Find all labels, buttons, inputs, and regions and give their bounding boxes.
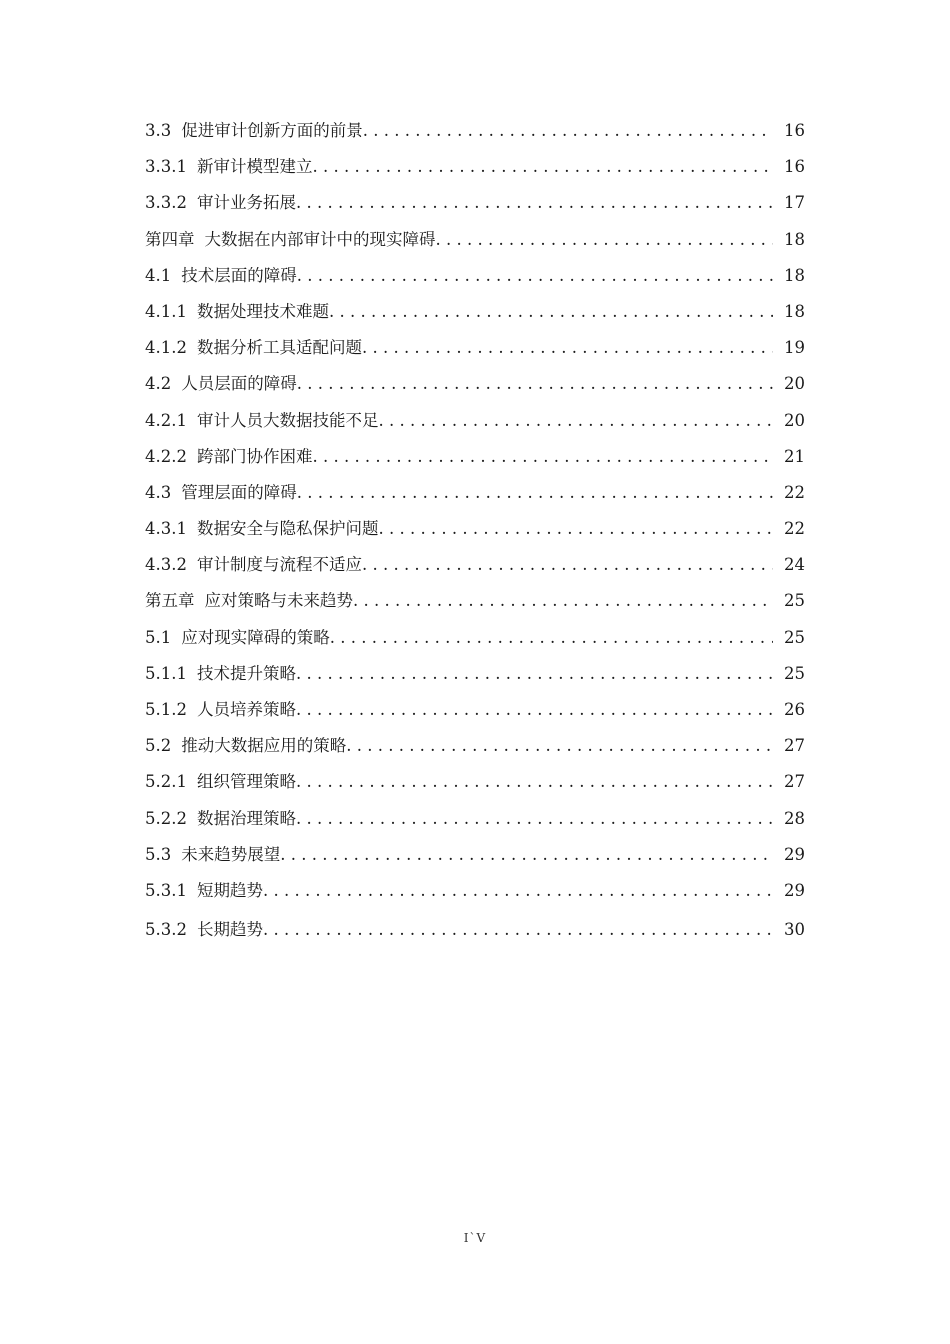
toc-entry-page: 25 xyxy=(784,663,805,683)
toc-entry-title: 技术层面的障碍 xyxy=(181,265,297,285)
toc-entry-page: 20 xyxy=(784,410,805,430)
toc-entry[interactable] xyxy=(145,692,805,728)
toc-dot-leader xyxy=(296,185,773,221)
toc-entry-page: 16 xyxy=(784,121,805,140)
toc-entry-page: 22 xyxy=(784,519,805,539)
toc-entry-number: 5.2.2 xyxy=(145,808,187,828)
toc-entry-page: 29 xyxy=(784,880,805,900)
toc-entry-page: 27 xyxy=(784,736,805,756)
toc-entry-title: 短期趋势 xyxy=(196,880,263,900)
toc-entry-number: 4.3.2 xyxy=(145,555,187,575)
toc-dot-leader xyxy=(280,837,773,873)
toc-entry[interactable] xyxy=(145,873,805,909)
toc-entry-title: 组织管理策略 xyxy=(196,772,296,792)
toc-entry[interactable] xyxy=(145,547,805,583)
toc-entry-number: 第五章 xyxy=(145,591,195,611)
toc-entry-title: 跨部门协作困难 xyxy=(196,446,313,466)
toc-entry[interactable] xyxy=(145,185,805,221)
toc-entry[interactable] xyxy=(145,912,805,948)
toc-entry-page: 28 xyxy=(784,808,805,828)
toc-entry-title: 应对策略与未来趋势 xyxy=(204,591,353,611)
toc-entry-page: 16 xyxy=(784,157,805,177)
toc-entry[interactable] xyxy=(145,294,805,330)
toc-entry-title: 管理层面的障碍 xyxy=(181,482,297,502)
toc-dot-leader xyxy=(436,222,774,258)
toc-entry[interactable] xyxy=(145,439,805,475)
toc-entry[interactable] xyxy=(145,620,805,656)
toc-entry-page: 25 xyxy=(784,627,805,647)
toc-dot-leader xyxy=(362,330,773,366)
toc-entry-title: 数据安全与隐私保护问题 xyxy=(196,519,379,539)
toc-entry[interactable] xyxy=(145,149,805,185)
toc-entry[interactable] xyxy=(145,330,805,366)
toc-dot-leader xyxy=(378,403,773,439)
toc-entry-number: 5.1.2 xyxy=(145,700,187,719)
toc-entry-number: 4.2.2 xyxy=(145,446,187,466)
toc-entry-page: 22 xyxy=(784,482,805,502)
toc-entry-page: 20 xyxy=(784,374,805,394)
toc-entry-number: 4.2.1 xyxy=(145,410,187,430)
toc-entry-title: 促进审计创新方面的前景 xyxy=(181,121,363,140)
toc-entry-number: 4.1 xyxy=(145,265,172,285)
toc-entry-page: 27 xyxy=(784,772,805,792)
toc-entry[interactable] xyxy=(145,475,805,511)
toc-entry-page: 29 xyxy=(784,844,805,864)
toc-dot-leader xyxy=(330,620,773,656)
toc-dot-leader xyxy=(346,728,773,764)
toc-dot-leader xyxy=(363,113,773,149)
toc-entry-page: 24 xyxy=(784,555,805,575)
toc-entry-title: 审计制度与流程不适应 xyxy=(196,555,362,575)
toc-entry-number: 5.3 xyxy=(145,844,172,864)
toc-dot-leader xyxy=(353,583,773,619)
toc-dot-leader xyxy=(312,439,773,475)
toc-entry-page: 19 xyxy=(784,338,805,358)
toc-entry-number: 5.1 xyxy=(145,627,172,647)
toc-entry[interactable] xyxy=(145,656,805,692)
toc-entry[interactable] xyxy=(145,764,805,800)
toc-entry-title: 审计人员大数据技能不足 xyxy=(196,410,379,430)
toc-entry-title: 应对现实障碍的策略 xyxy=(181,627,330,647)
toc-dot-leader xyxy=(378,511,773,547)
toc-entry-number: 5.2.1 xyxy=(145,772,187,792)
toc-entry-page: 30 xyxy=(784,920,805,940)
toc-entry[interactable] xyxy=(145,801,805,837)
toc-entry-title: 推动大数据应用的策略 xyxy=(181,736,347,756)
toc-entry[interactable] xyxy=(145,113,805,149)
toc-entry-title: 长期趋势 xyxy=(196,920,263,940)
toc-entry-page: 18 xyxy=(784,301,805,321)
toc-dot-leader xyxy=(362,547,773,583)
toc-entry-number: 4.2 xyxy=(145,374,172,394)
toc-entry[interactable] xyxy=(145,583,805,619)
toc-entry-page: 18 xyxy=(784,265,805,285)
toc-dot-leader xyxy=(312,149,773,185)
toc-entry[interactable] xyxy=(145,837,805,873)
toc-entry[interactable] xyxy=(145,258,805,294)
toc-entry-title: 人员层面的障碍 xyxy=(181,374,297,394)
page-number-footer: I`V xyxy=(463,1231,487,1245)
toc-entry-title: 未来趋势展望 xyxy=(181,844,281,864)
toc-entry[interactable] xyxy=(145,222,805,258)
toc-dot-leader xyxy=(329,294,773,330)
toc-entry-number: 5.1.1 xyxy=(145,663,187,683)
toc-entry-title: 数据分析工具适配问题 xyxy=(196,338,362,358)
toc-entry-title: 人员培养策略 xyxy=(196,700,296,719)
toc-entry-number: 3.3 xyxy=(145,121,172,140)
toc-entry-title: 新审计模型建立 xyxy=(196,157,313,177)
table-of-contents xyxy=(145,113,805,948)
toc-dot-leader xyxy=(263,873,773,909)
toc-entry[interactable] xyxy=(145,511,805,547)
toc-entry-number: 3.3.1 xyxy=(145,157,187,177)
toc-entry-number: 5.3.2 xyxy=(145,920,187,940)
toc-dot-leader xyxy=(297,258,773,294)
toc-entry-number: 4.3.1 xyxy=(145,519,187,539)
toc-entry-page: 21 xyxy=(784,446,805,466)
toc-entry-number: 4.1.1 xyxy=(145,301,187,321)
toc-entry[interactable] xyxy=(145,403,805,439)
toc-entry-title: 数据治理策略 xyxy=(196,808,296,828)
toc-entry-number: 4.1.2 xyxy=(145,338,187,358)
toc-entry-page: 18 xyxy=(784,229,805,249)
toc-dot-leader xyxy=(297,475,773,511)
toc-entry-title: 数据处理技术难题 xyxy=(196,301,329,321)
toc-dot-leader xyxy=(297,366,773,402)
toc-entry-title: 大数据在内部审计中的现实障碍 xyxy=(204,229,436,249)
toc-entry-page: 25 xyxy=(784,591,805,611)
toc-entry-page: 26 xyxy=(784,700,805,719)
toc-entry-number: 5.2 xyxy=(145,736,172,756)
toc-entry-number: 5.3.1 xyxy=(145,880,187,900)
toc-dot-leader xyxy=(296,801,773,837)
toc-entry[interactable] xyxy=(145,728,805,764)
toc-dot-leader xyxy=(296,656,773,692)
toc-entry-number: 4.3 xyxy=(145,482,172,502)
toc-dot-leader xyxy=(296,692,773,728)
toc-entry-page: 17 xyxy=(784,193,805,213)
toc-entry-number: 3.3.2 xyxy=(145,193,187,213)
toc-entry-title: 技术提升策略 xyxy=(196,663,296,683)
toc-entry[interactable] xyxy=(145,366,805,402)
toc-entry-title: 审计业务拓展 xyxy=(196,193,296,213)
toc-entry-number: 第四章 xyxy=(145,229,195,249)
toc-dot-leader xyxy=(296,764,773,800)
toc-dot-leader xyxy=(263,912,773,948)
